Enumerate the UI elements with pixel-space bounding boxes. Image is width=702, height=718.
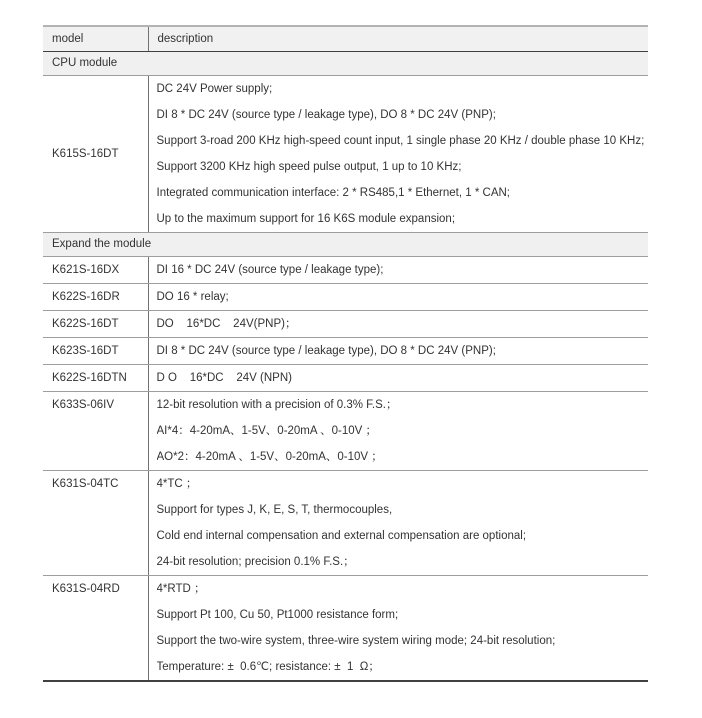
table-header-row — [43, 26, 648, 51]
description-cell — [148, 337, 648, 364]
description-cell — [148, 470, 648, 575]
section-row — [43, 51, 648, 75]
description-line: DI 16 * DC 24V (source type / leakage type); — [156, 263, 384, 276]
description-line: 4*TC ； — [156, 477, 198, 490]
section-title: Expand the module — [43, 232, 648, 256]
description-line: DI 8 * DC 24V (source type / leakage type), DO 8 * DC 24V (PNP); — [156, 108, 496, 121]
section-row — [43, 232, 648, 256]
description-line: Up to the maximum support for 16 K6S module expansion; — [156, 212, 456, 225]
description-line: Cold end internal compensation and external compensation are optional; — [156, 529, 527, 542]
description-line: DO 16*DC 24V(PNP)； — [156, 317, 297, 330]
description-line: Temperature: ± 0.6℃; resistance: ± 1 Ω； — [156, 660, 380, 673]
model-cell: K622S-16DT — [43, 310, 148, 337]
table-row — [43, 364, 648, 391]
description-line: AO*2：4-20mA 、1-5V、0-20mA、0-10V ； — [156, 450, 383, 463]
description-line: Support the two-wire system, three-wire system wiring mode; 24-bit resolution; — [156, 634, 556, 647]
description-line: Integrated communication interface: 2 * RS485,1 * Ethernet, 1 * CAN; — [156, 186, 510, 199]
description-line: Support 3200 KHz high speed pulse output, 1 up to 10 KHz; — [156, 160, 462, 173]
spec-table-body — [43, 26, 648, 681]
table-row — [43, 470, 648, 575]
column-header-model: model — [43, 26, 148, 51]
model-cell: K622S-16DTN — [43, 364, 148, 391]
description-line: DC 24V Power supply; — [156, 82, 273, 95]
spec-table-container — [43, 25, 648, 682]
description-cell — [148, 283, 648, 310]
column-header-description: description — [148, 26, 648, 51]
description-cell — [148, 575, 648, 681]
description-line: AI*4：4-20mA、1-5V、0-20mA 、0-10V ； — [156, 424, 378, 437]
description-line: D O 16*DC 24V (NPN) — [156, 371, 292, 384]
table-row — [43, 75, 648, 232]
model-cell: K633S-06IV — [43, 391, 148, 470]
description-line: Support 3-road 200 KHz high-speed count input, 1 single phase 20 KHz / double phase 10 KHz; — [156, 134, 645, 147]
description-cell — [148, 256, 648, 283]
description-cell — [148, 75, 648, 232]
table-row — [43, 283, 648, 310]
model-cell: K621S-16DX — [43, 256, 148, 283]
table-row — [43, 337, 648, 364]
table-row — [43, 310, 648, 337]
description-line: DI 8 * DC 24V (source type / leakage type), DO 8 * DC 24V (PNP); — [156, 344, 496, 357]
section-title: CPU module — [43, 51, 648, 75]
description-cell — [148, 310, 648, 337]
model-cell: K631S-04TC — [43, 470, 148, 575]
description-line: 4*RTD ； — [156, 582, 206, 595]
model-cell: K631S-04RD — [43, 575, 148, 681]
description-line: Support for types J, K, E, S, T, thermocouples, — [156, 503, 393, 516]
description-cell — [148, 391, 648, 470]
description-line: 24-bit resolution; precision 0.1% F.S.； — [156, 555, 355, 568]
spec-table — [43, 25, 648, 682]
model-cell: K615S-16DT — [43, 75, 148, 232]
description-line: 12-bit resolution with a precision of 0.3% F.S.； — [156, 398, 398, 411]
description-cell — [148, 364, 648, 391]
table-row — [43, 391, 648, 470]
model-cell: K622S-16DR — [43, 283, 148, 310]
description-line: Support Pt 100, Cu 50, Pt1000 resistance form; — [156, 608, 399, 621]
model-cell: K623S-16DT — [43, 337, 148, 364]
description-line: DO 16 * relay; — [156, 290, 229, 303]
table-row — [43, 256, 648, 283]
table-row — [43, 575, 648, 681]
